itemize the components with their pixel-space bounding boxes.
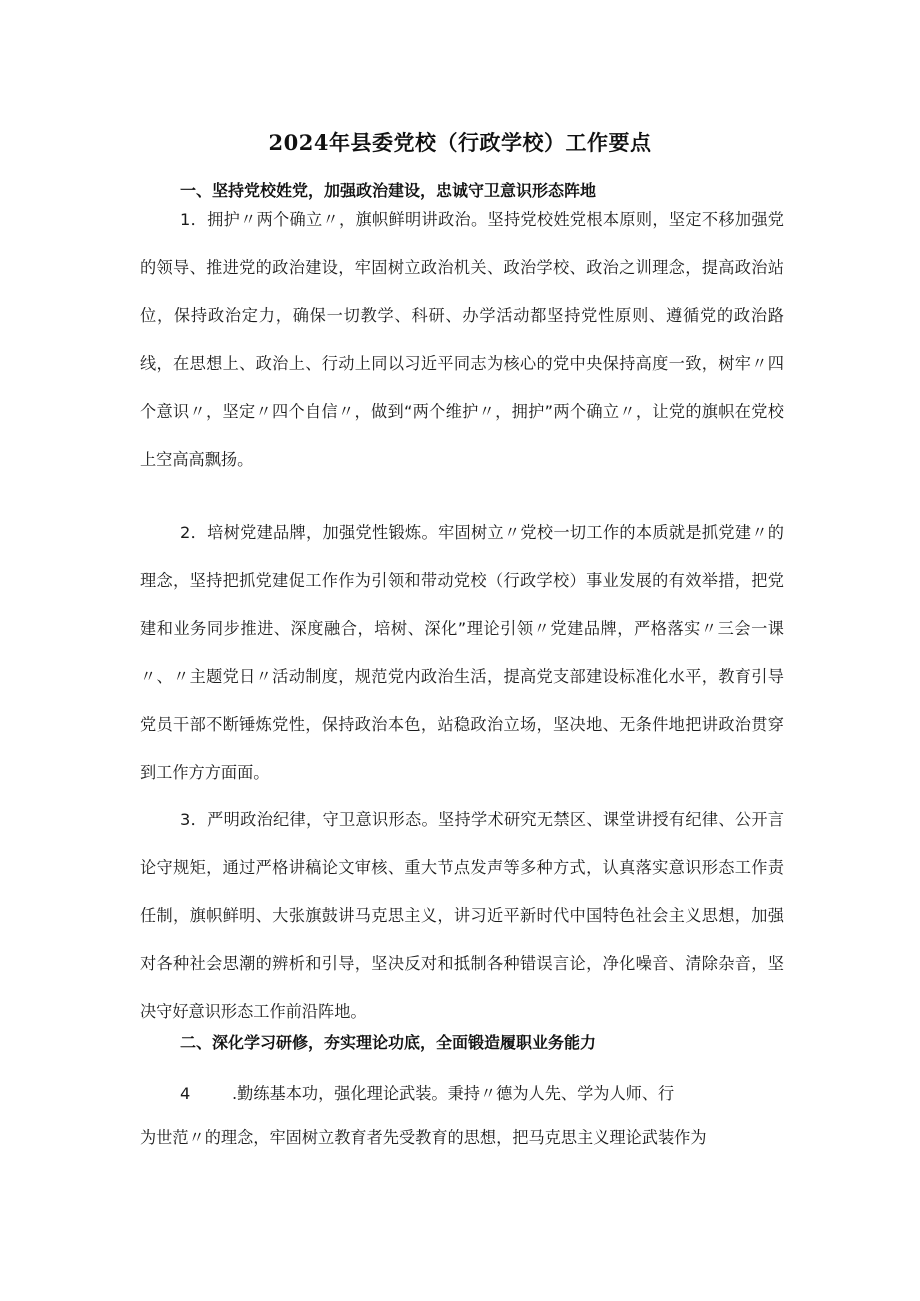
paragraph-2: 2．培树党建品牌，加强党性锻炼。牢固树立〃党校一切工作的本质就是抓党建〃的理念，坚持把抓党建促工作作为引领和带动党校（行政学校）事业发展的有效举措，把党建和业务同步推进、深度融合，培树、深化”理论引领〃党建品牌，严格落实〃三会一课〃、〃主题党日〃活动制度，规范党内政治生活，提高党支部建设标准化水平，教育引导党员干部不断锤炼党性，保持政治本色，站稳政治立场，坚决地、无条件地把讲政治贯穿到工作方方面面。 [140, 523, 784, 782]
paragraph-3: 3．严明政治纪律，守卫意识形态。坚持学术研究无禁区、课堂讲授有纪律、公开言论守规矩，通过严格讲稿论文审核、重大节点发声等多种方式，认真落实意识形态工作责任制，旗帜鲜明、大张旗鼓讲马克思主义，讲习近平新时代中国特色社会主义思想，加强对各种社会思潮的辨析和引导，坚决反对和抵制各种错误言论，净化噪音、清除杂音，坚决守好意识形态工作前沿阵地。 [140, 810, 784, 1021]
paragraph-4-line-2: 为世范〃的理念，牢固树立教育者先受教育的思想，把马克思主义理论武装作为 [140, 1128, 707, 1147]
section-heading-1: 一、坚持党校姓党，加强政治建设，忠诚守卫意识形态阵地 [180, 181, 597, 200]
section-heading-2: 二、深化学习研修，夯实理论功底，全面锻造履职业务能力 [180, 1033, 597, 1052]
item-4-number: 4 [180, 1084, 191, 1103]
paragraph-1: 1．拥护〃两个确立〃，旗帜鲜明讲政治。坚持党校姓党根本原则，坚定不移加强党的领导、推进党的政治建设，牢固树立政治机关、政治学校、政治之训理念，提高政治站位，保持政治定力，确保一切教学、科研、办学活动都坚持党性原则、遵循党的政治路线，在思想上、政治上、行动上同以习近平同志为核心的党中央保持高度一致，树牢〃四个意识〃，坚定〃四个自信〃，做到“两个维护〃，拥护”两个确立〃，让党的旗帜在党校上空高高飘扬。 [140, 210, 784, 469]
document-title: 2024年县委党校（行政学校）工作要点 [268, 130, 652, 155]
item-4-text-line-1: .勤练基本功，强化理论武装。秉持〃德为人先、学为人师、行 [232, 1084, 675, 1103]
paragraph-4-line-1 [180, 1080, 674, 1108]
